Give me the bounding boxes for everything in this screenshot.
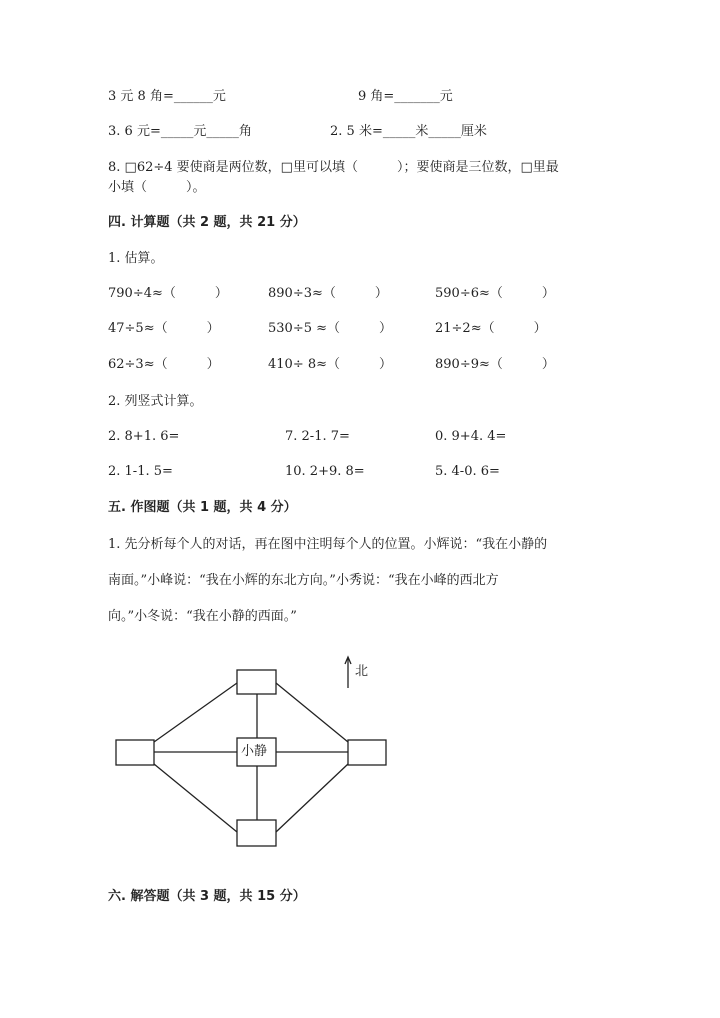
estimate-title: 1. 估算。 xyxy=(108,251,164,266)
box-east xyxy=(348,740,386,765)
fill-blank-jiao: 9 角=_______元 xyxy=(358,89,453,104)
vertical-calc-item: 10. 2+9. 8= xyxy=(285,464,365,479)
center-label: 小静 xyxy=(241,744,268,759)
estimate-item: 47÷5≈（ ） xyxy=(108,321,220,336)
vertical-calc-title: 2. 列竖式计算。 xyxy=(108,394,203,409)
box-west xyxy=(116,740,154,765)
question-8-line1: 8. □62÷4 要使商是两位数，□里可以填（ ）；要使商是三位数，□里最 xyxy=(108,160,559,175)
estimate-item: 790÷4≈（ ） xyxy=(108,286,228,301)
estimate-item: 530÷5 ≈（ ） xyxy=(268,321,393,336)
vertical-calc-item: 0. 9+4. 4= xyxy=(435,429,507,444)
question-text-line2: 南面。”小峰说：“我在小辉的东北方向。”小秀说：“我在小峰的西北方 xyxy=(108,573,499,588)
vertical-calc-item: 7. 2-1. 7= xyxy=(285,429,350,444)
section-5-heading: 五. 作图题（共 1 题，共 4 分） xyxy=(108,500,297,515)
estimate-item: 590÷6≈（ ） xyxy=(435,286,555,301)
vertical-calc-item: 2. 8+1. 6= xyxy=(108,429,180,444)
north-label: 北 xyxy=(355,664,369,679)
estimate-item: 890÷3≈（ ） xyxy=(268,286,388,301)
question-text-line3: 向。”小冬说：“我在小静的西面。” xyxy=(108,609,297,624)
estimate-item: 62÷3≈（ ） xyxy=(108,357,220,372)
fill-blank-yuan: 3. 6 元=_____元_____角 xyxy=(108,124,252,139)
estimate-item: 21÷2≈（ ） xyxy=(435,321,547,336)
question-text-line1: 1. 先分析每个人的对话，再在图中注明每个人的位置。小辉说：“我在小静的 xyxy=(108,537,548,552)
section-4-heading: 四. 计算题（共 2 题，共 21 分） xyxy=(108,215,306,230)
fill-blank-yuan-jiao: 3 元 8 角=______元 xyxy=(108,89,226,104)
estimate-item: 890÷9≈（ ） xyxy=(435,357,555,372)
vertical-calc-item: 5. 4-0. 6= xyxy=(435,464,500,479)
question-8-line2: 小填（ ）。 xyxy=(108,180,206,195)
box-north xyxy=(237,670,276,694)
section-6-heading: 六. 解答题（共 3 题，共 15 分） xyxy=(108,889,306,904)
estimate-item: 410÷ 8≈（ ） xyxy=(268,357,393,372)
vertical-calc-item: 2. 1-1. 5= xyxy=(108,464,173,479)
fill-blank-meter: 2. 5 米=_____米_____厘米 xyxy=(330,124,487,139)
box-south xyxy=(237,820,276,846)
